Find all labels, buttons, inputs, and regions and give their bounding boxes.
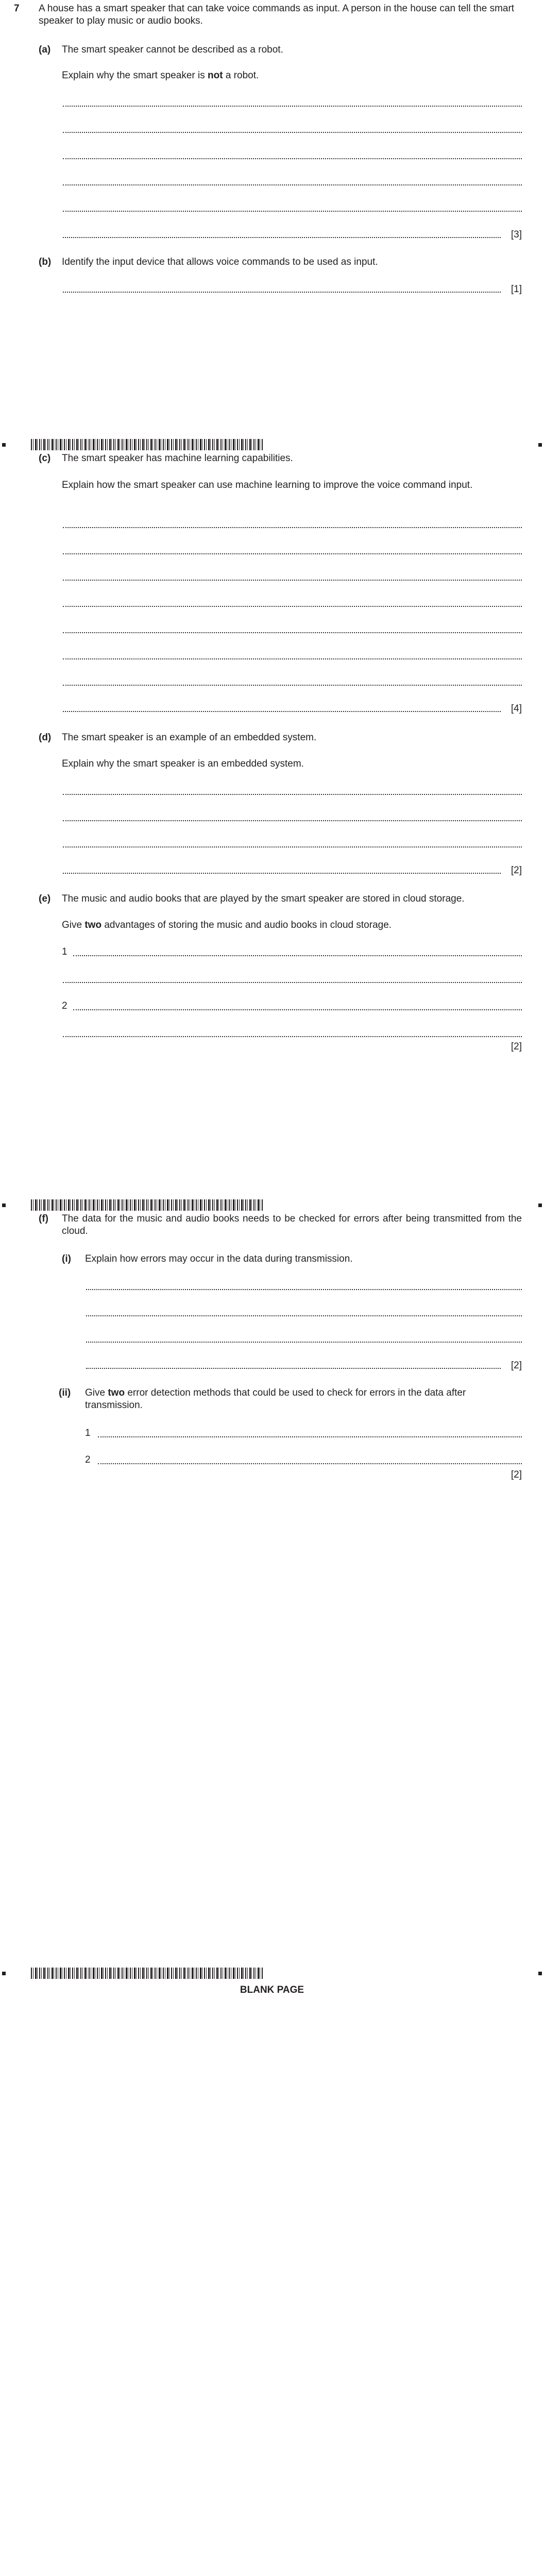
part-c-answer-line-3[interactable] [63, 580, 522, 581]
part-d-answer-line-2[interactable] [63, 820, 522, 821]
part-c-answer-line-4[interactable] [63, 606, 522, 607]
page-4 [0, 1972, 544, 2576]
part-f-label: (f) [39, 1213, 48, 1224]
part-f-ii-label: (ii) [59, 1387, 71, 1398]
part-f-i-answer-line-1[interactable] [86, 1289, 522, 1290]
page-1 [0, 0, 544, 443]
part-c-answer-line-2[interactable] [63, 553, 522, 554]
part-a-statement: The smart speaker cannot be described as a robot. [62, 44, 283, 55]
question-intro: A house has a smart speaker that can take voice commands as input. A person in the house can tell the smart speaker to play music or audio books. [39, 3, 515, 27]
part-c-answer-line-1[interactable] [63, 527, 522, 528]
part-d-answer-line-1[interactable] [63, 794, 522, 795]
part-a-answer-line-4[interactable] [63, 184, 522, 185]
part-c-answer-line-6[interactable] [63, 658, 522, 659]
part-a-marks: [3] [511, 229, 522, 240]
part-e-item-1-label: 1 [62, 946, 67, 957]
part-f-ii-prompt: Give two error detection methods that could be used to check for errors in the data after transmission. [85, 1387, 466, 1411]
part-f-statement: The data for the music and audio books needs to be checked for errors after being transmitted from the cloud. [62, 1213, 522, 1237]
part-c-answer-line-7[interactable] [63, 685, 522, 686]
part-b-label: (b) [39, 257, 52, 267]
part-e-item-2-label: 2 [62, 1001, 67, 1011]
part-a-answer-line-1[interactable] [63, 106, 522, 107]
part-f-ii-marks: [2] [511, 1469, 522, 1480]
corner-mark-right [538, 1972, 542, 1975]
part-e-item-2-line-1[interactable] [73, 1009, 522, 1010]
part-c-answer-line-8[interactable] [63, 711, 501, 712]
page-barcode [31, 439, 264, 450]
part-e-label: (e) [39, 893, 51, 904]
page-barcode [31, 1199, 264, 1211]
page-2 [0, 443, 544, 1204]
corner-mark-left [2, 443, 6, 447]
part-f-i-answer-line-3[interactable] [86, 1342, 522, 1343]
part-a-answer-line-2[interactable] [63, 132, 522, 133]
part-f-i-answer-line-4[interactable] [86, 1368, 501, 1369]
part-a-prompt: Explain why the smart speaker is not a robot. [62, 70, 259, 81]
part-a-answer-line-6[interactable] [63, 237, 501, 238]
part-f-ii-item-1-line[interactable] [98, 1436, 522, 1437]
corner-mark-right [538, 1204, 542, 1207]
part-c-statement: The smart speaker has machine learning capabilities. [62, 453, 293, 464]
part-a-answer-line-5[interactable] [63, 211, 522, 212]
corner-mark-right [538, 443, 542, 447]
part-e-statement: The music and audio books that are played by the smart speaker are stored in cloud storage. [62, 893, 465, 904]
part-d-answer-line-3[interactable] [63, 846, 522, 848]
part-e-prompt: Give two advantages of storing the music and audio books in cloud storage. [62, 920, 392, 930]
part-f-ii-item-1-label: 1 [85, 1428, 91, 1438]
part-c-answer-line-5[interactable] [63, 632, 522, 633]
part-e-item-2-line-2[interactable] [63, 1036, 522, 1037]
part-f-i-answer-line-2[interactable] [86, 1315, 522, 1316]
part-f-ii-item-2-line[interactable] [98, 1463, 522, 1464]
page-3 [0, 1204, 544, 1972]
part-c-marks: [4] [511, 703, 522, 714]
part-d-marks: [2] [511, 865, 522, 876]
part-c-label: (c) [39, 453, 51, 464]
blank-page-title: BLANK PAGE [240, 1985, 304, 1995]
part-e-item-1-line-2[interactable] [63, 982, 522, 983]
part-d-answer-line-4[interactable] [63, 873, 501, 874]
part-d-label: (d) [39, 732, 52, 743]
part-e-item-1-line-1[interactable] [73, 955, 522, 956]
part-a-answer-line-3[interactable] [63, 158, 522, 159]
part-b-marks: [1] [511, 284, 522, 295]
corner-mark-left [2, 1204, 6, 1207]
part-f-i-marks: [2] [511, 1360, 522, 1371]
part-f-i-prompt: Explain how errors may occur in the data during transmission. [85, 1253, 353, 1264]
part-b-answer-line[interactable] [63, 292, 501, 293]
part-c-prompt: Explain how the smart speaker can use machine learning to improve the voice command input. [62, 480, 473, 490]
part-b-prompt: Identify the input device that allows voice commands to be used as input. [62, 257, 378, 267]
part-e-marks: [2] [511, 1041, 522, 1052]
part-d-prompt: Explain why the smart speaker is an embedded system. [62, 758, 304, 769]
corner-mark-left [2, 1972, 6, 1975]
part-f-i-label: (i) [62, 1253, 71, 1264]
part-d-statement: The smart speaker is an example of an embedded system. [62, 732, 317, 743]
page-barcode [31, 1968, 264, 1979]
part-f-ii-item-2-label: 2 [85, 1454, 91, 1465]
part-a-label: (a) [39, 44, 51, 55]
question-number: 7 [14, 3, 20, 14]
